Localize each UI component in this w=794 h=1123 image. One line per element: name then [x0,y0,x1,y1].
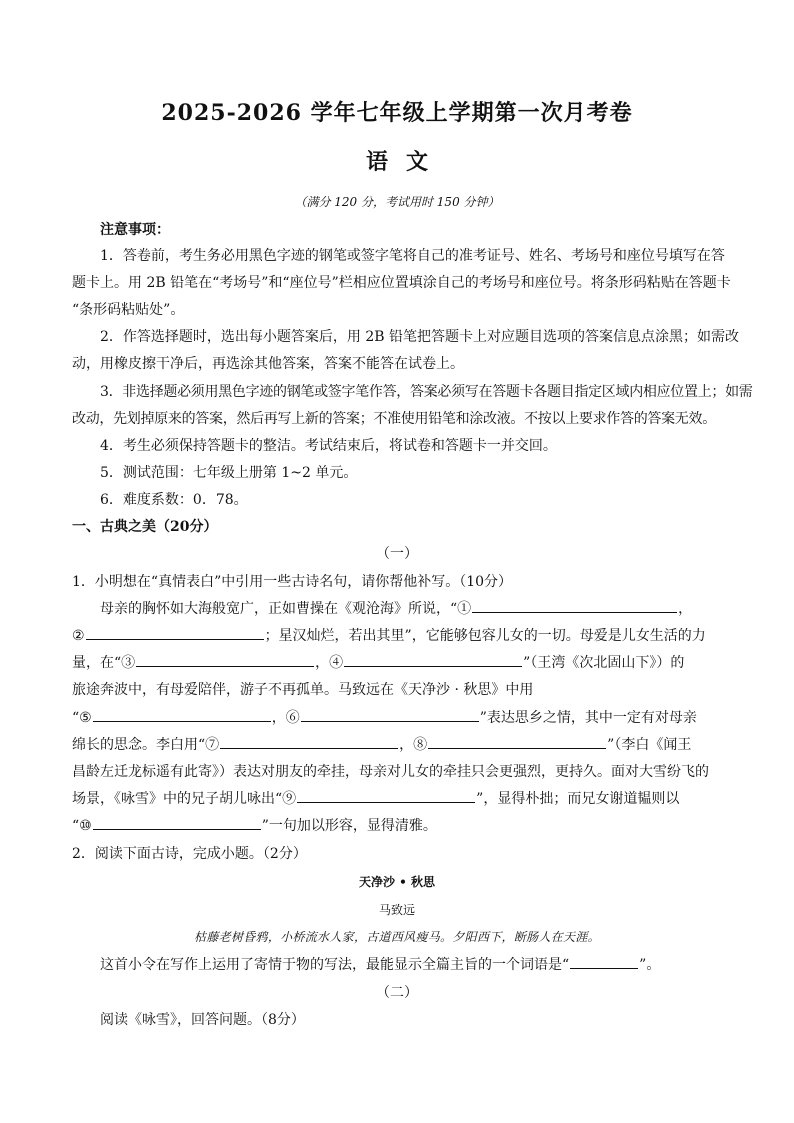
poem-text: 枯藤老树昏鸦，小桥流水人家，古道西风瘦马。夕阳西下，断肠人在天涯。 [194,930,600,944]
note-3-line-1: 3．非选择题必须用黑色字迹的钢笔或签字笔作答，答案必须写在答题卡各题目指定区域内相应位置上；如需 [100,384,753,400]
part-1-heading: （一） [376,546,418,562]
fill-line-3: 量，在“③ ，④ ”（王湾《次北固山下》）的 [72,652,684,672]
blank-3[interactable] [136,652,314,667]
question-2-prompt: 这首小令在写作上运用了寄情于物的写法，最能显示全篇主旨的一个词语是“ ”。 [100,954,660,974]
note-1-line-2: 题卡上。用 2B 铅笔在“考场号”和“座位号”栏相应位置填涂自己的考场号和座位号。将条形码粘贴在答题卡 [72,275,731,291]
blank-9[interactable] [297,788,475,803]
note-2-line-1: 2．作答选择题时，选出每小题答案后，用 2B 铅笔把答题卡上对应题目选项的答案信息点涂黑；如需改 [100,329,740,345]
blank-10[interactable] [93,815,261,830]
blank-7[interactable] [220,734,398,749]
fill-line-1: 母亲的胸怀如大海般宽广，正如曹操在《观沧海》所说，“① ， [100,598,692,618]
note-4: 4．考生必须保持答题卡的整洁。考试结束后，将试卷和答题卡一并交回。 [100,438,557,454]
fill-line-2: ② ；星汉灿烂，若出其里”，它能够包容儿女的一切。母爱是儿女生活的力 [72,625,706,645]
question-3: 阅读《咏雪》，回答问题。（8分） [100,1012,305,1028]
blank-5[interactable] [93,707,271,722]
blank-8[interactable] [428,734,606,749]
note-1-line-1: 1．答卷前，考生务必用黑色字迹的钢笔或签字笔将自己的准考证号、姓名、考场号和座位号填写在答 [100,248,725,264]
note-6: 6．难度系数：0．78。 [100,492,248,508]
fill-line-7: 昌龄左迁龙标遥有此寄》）表达对朋友的牵挂，母亲对儿女的牵挂只会更强烈，更持久。面对大雪纷飞的 [72,764,709,780]
note-5: 5．测试范围：七年级上册第 1~2 单元。 [100,465,358,481]
note-3-line-2: 改动，先划掉原来的答案，然后再写上新的答案；不准使用铅笔和涂改液。不按以上要求作答的答案无效。 [72,411,716,427]
question-2: 2．阅读下面古诗，完成小题。（2分） [72,846,307,862]
subject-title: 语文 [365,149,446,175]
blank-keyword[interactable] [570,954,638,969]
section-1-heading: 一、古典之美（20分） [72,519,218,535]
blank-4[interactable] [344,652,522,667]
full-mark-note: （满分 120 分，考试用时 150 分钟） [294,195,500,209]
exam-title: 2025-2026 学年七年级上学期第一次月考卷 [161,100,633,126]
note-1-line-3: “条形码粘贴处”。 [72,302,185,318]
fill-line-9: “⑩ ”一句加以形容，显得清雅。 [72,815,437,835]
notes-heading: 注意事项： [100,222,170,238]
blank-1[interactable] [472,598,677,613]
poem-author: 马致远 [378,903,415,917]
blank-6[interactable] [301,707,479,722]
fill-line-4: 旅途奔波中，有母爱陪伴，游子不再孤单。马致远在《天净沙 · 秋思》中用 [72,682,534,698]
fill-line-5: “⑤ ，⑥ ”表达思乡之情，其中一定有对母亲 [72,707,697,727]
blank-2[interactable] [86,625,264,640]
poem-title: 天净沙 • 秋思 [358,875,436,889]
fill-line-8: 场景，《咏雪》中的兄子胡儿咏出“⑨ ”，显得朴拙；而兄女谢道韫则以 [72,788,679,808]
question-1: 1．小明想在“真情表白”中引用一些古诗名句，请你帮他补写。（10分） [72,574,513,590]
fill-line-6: 绵长的思念。李白用“⑦ ，⑧ ”（李白《闻王 [72,734,691,754]
part-2-heading: （二） [376,985,418,1001]
note-2-line-2: 动，用橡皮擦干净后，再选涂其他答案，答案不能答在试卷上。 [72,356,464,372]
